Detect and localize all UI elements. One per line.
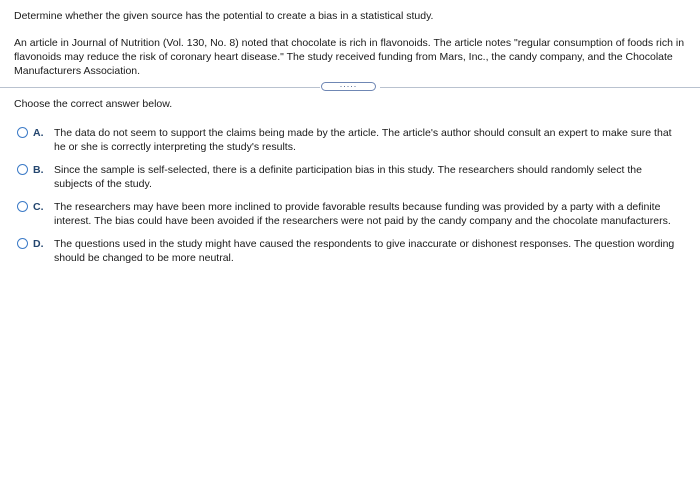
- choice-text: The questions used in the study might have caused the respondents to give inaccurate or dishonest responses. The question wording should be changed to be more neutral.: [54, 238, 675, 264]
- choice-letter: B.: [33, 164, 44, 176]
- radio-button-b[interactable]: [17, 164, 28, 175]
- choice-letter: A.: [33, 127, 44, 139]
- question-text: Determine whether the given source has the potential to create a bias in a statistical study.: [14, 10, 434, 22]
- passage-text: An article in Journal of Nutrition (Vol. 130, No. 8) noted that chocolate is rich in flavonoids. The article notes "regular consumption of foods rich in flavonoids may reduce the risk of coronary heart disease." The study received funding from Mars, Inc., the candy company, and the Chocolate Manufacturers Association.: [14, 37, 685, 77]
- divider-line-right: [380, 87, 700, 88]
- answer-choices: [14, 126, 686, 265]
- choice-d[interactable]: [14, 237, 686, 265]
- radio-button-a[interactable]: [17, 127, 28, 138]
- answer-prompt: Choose the correct answer below.: [14, 98, 173, 110]
- choice-text: The researchers may have been more inclined to provide favorable results because funding was provided by a party with a definite interest. The bias could have been avoided if the researchers were not paid by the candy company and the chocolate manufacturers.: [54, 201, 671, 227]
- choice-letter: D.: [33, 238, 44, 250]
- choice-b[interactable]: [14, 163, 686, 191]
- show-more-button[interactable]: .....: [321, 82, 376, 91]
- choice-letter: C.: [33, 201, 44, 213]
- radio-button-d[interactable]: [17, 238, 28, 249]
- radio-button-c[interactable]: [17, 201, 28, 212]
- section-divider: [0, 80, 700, 94]
- choice-text: The data do not seem to support the claims being made by the article. The article's author should consult an expert to make sure that he or she is correctly interpreting the study's results.: [54, 127, 672, 153]
- divider-line-left: [0, 87, 320, 88]
- choice-c[interactable]: [14, 200, 686, 228]
- choice-text: Since the sample is self-selected, there is a definite participation bias in this study. The researchers should randomly select the subjects of the study.: [54, 164, 642, 190]
- choice-a[interactable]: [14, 126, 686, 154]
